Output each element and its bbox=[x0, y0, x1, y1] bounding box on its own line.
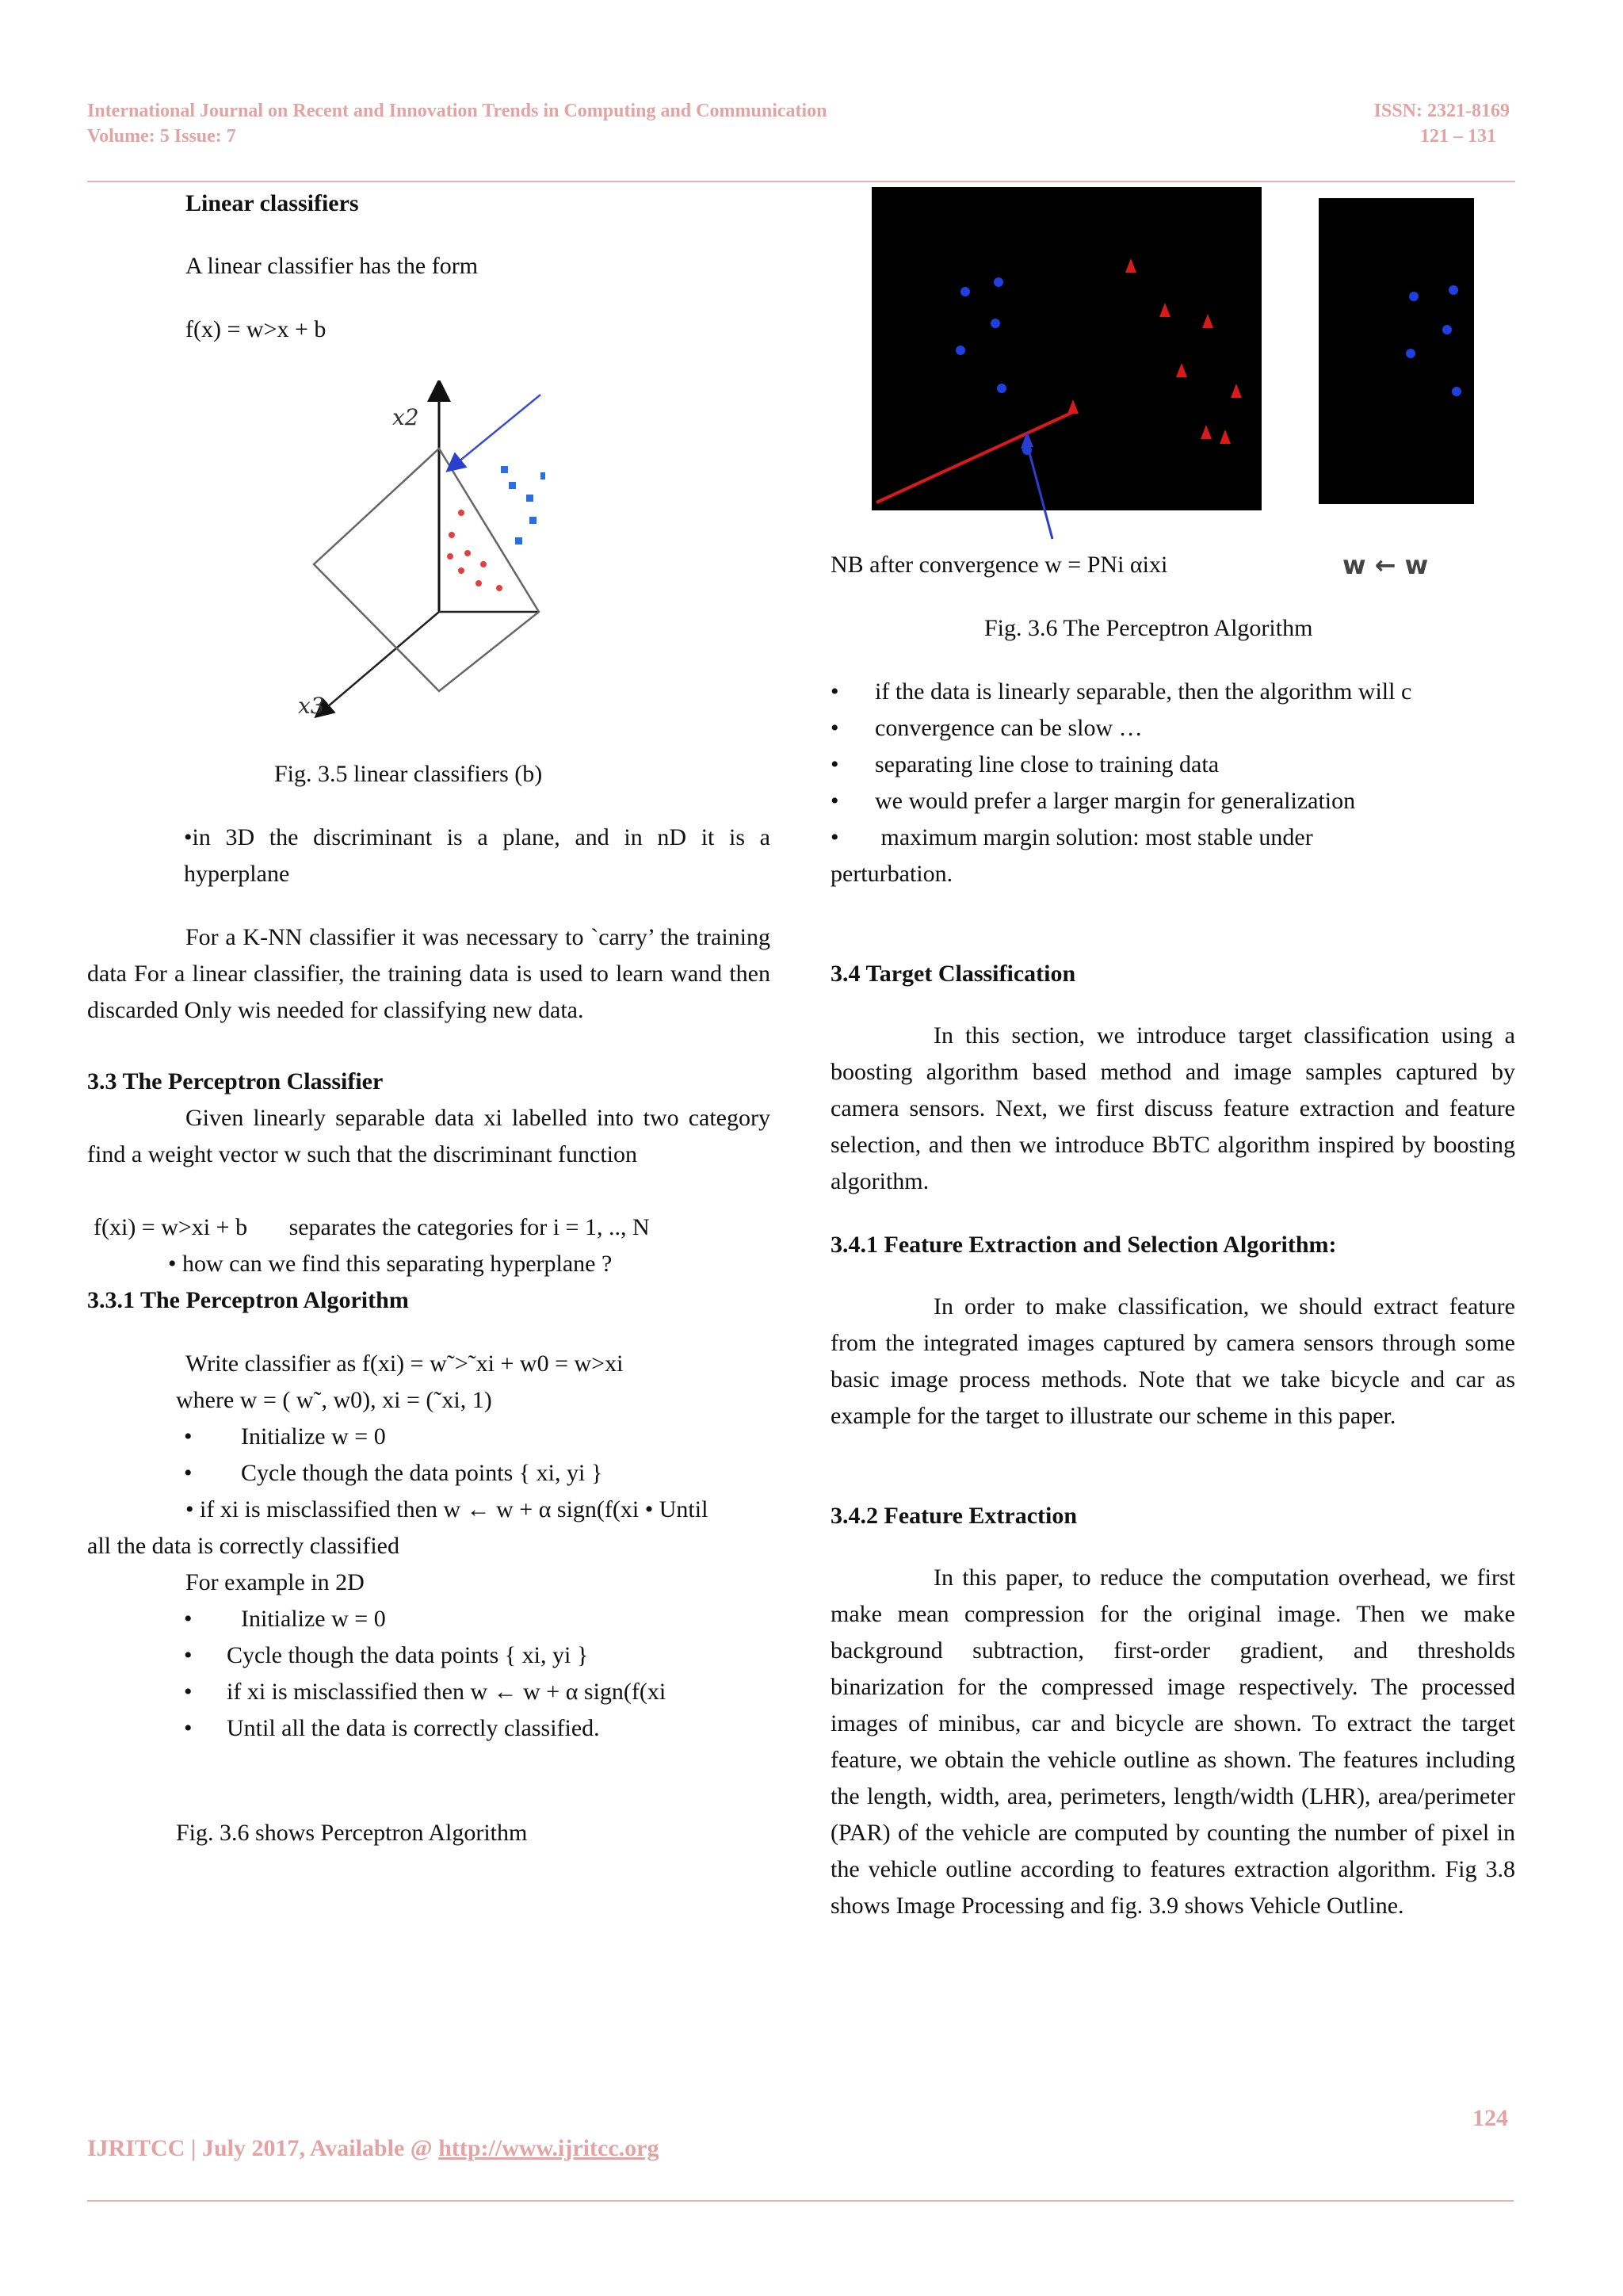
hyperplane-question: • how can we find this separating hyperplane ? bbox=[168, 1251, 613, 1277]
bullet-mark: • bbox=[831, 788, 839, 814]
fig-3-6-reference: Fig. 3.6 shows Perceptron Algorithm bbox=[176, 1820, 528, 1846]
footer-citation bbox=[87, 2135, 659, 2162]
bullet-mark: • bbox=[184, 1460, 193, 1486]
where-line: where w = ( w˜, w0), xi = (˜xi, 1) bbox=[176, 1387, 492, 1413]
bullet-mark: • bbox=[831, 678, 839, 705]
bullet-item bbox=[184, 1674, 666, 1710]
footer-rule bbox=[87, 2200, 1514, 2202]
journal-title: International Journal on Recent and Innovation Trends in Computing and Communication bbox=[87, 101, 827, 121]
heading-3-3-1: 3.3.1 The Perceptron Algorithm bbox=[87, 1287, 409, 1313]
bullet-item bbox=[184, 1710, 600, 1747]
bullet-mark: • bbox=[184, 1715, 193, 1741]
bullet-item bbox=[184, 1637, 588, 1674]
bullet-mark: • bbox=[184, 1606, 193, 1632]
figure-3-6-weights-panel bbox=[1319, 198, 1474, 504]
target-classification-paragraph: In this section, we introduce target classification using a boosting algorithm based method and image samples captured by camera sensors. Next, we first discuss feature extraction and feature selection, and then we introduce BbTC algorithm inspired by boosting algorithm. bbox=[831, 1022, 1515, 1194]
bullet-text: Cycle though the data points { xi, yi } bbox=[227, 1642, 589, 1668]
example-2d-line: For example in 2D bbox=[185, 1569, 365, 1595]
heading-3-4: 3.4 Target Classification bbox=[831, 961, 1076, 987]
figure-3-6-perceptron-plot bbox=[872, 187, 1262, 510]
bullet-mark: • bbox=[831, 824, 839, 850]
bullet-item bbox=[184, 1601, 386, 1637]
bullet-item bbox=[184, 1419, 386, 1455]
normal-vector-arrow bbox=[453, 395, 540, 466]
volume-issue: Volume: 5 Issue: 7 bbox=[87, 126, 236, 147]
bullet-mark: • bbox=[184, 1423, 193, 1450]
heading-3-3: 3.3 The Perceptron Classifier bbox=[87, 1068, 384, 1095]
until-line: all the data is correctly classified bbox=[87, 1533, 399, 1559]
page-range: 121 – 131 bbox=[1420, 126, 1496, 147]
perturbation-text: perturbation. bbox=[831, 861, 953, 887]
bullet-text: we would prefer a larger margin for generalization bbox=[875, 788, 1356, 814]
bullet-text: Until all the data is correctly classified. bbox=[227, 1715, 600, 1741]
feature-extraction-paragraph: In this paper, to reduce the computation overhead, we first make mean compression for the original image. Then we make background subtraction, first-order gradient, and thresholds binarization for the compressed image respectively. The processed images of minibus, car and bicycle are shown. To extract the target feature, we obtain the vehicle outline as shown. The features including the length, width, area, perimeters, length/width (LHR), area/perimeter (PAR) of the vehicle are computed by counting the number of pixel in the vehicle outline according to features extraction algorithm. Fig 3.8 shows Image Processing and fig. 3.9 shows Vehicle Outline. bbox=[831, 1564, 1515, 1919]
bullet-mark: • bbox=[184, 1679, 193, 1705]
bullet-text: Initialize w = 0 bbox=[241, 1423, 386, 1450]
bullet-text: maximum margin solution: most stable under bbox=[875, 824, 1313, 850]
linear-form-text: A linear classifier has the form bbox=[185, 253, 479, 279]
bullet-item bbox=[831, 819, 1313, 856]
bullet-text: Initialize w = 0 bbox=[241, 1606, 386, 1632]
separating-function-line: f(xi) = w>xi + b separates the categories for i = 1, .., N bbox=[94, 1214, 650, 1240]
figure-3-5-caption: Fig. 3.5 linear classifiers (b) bbox=[274, 761, 543, 787]
feature-selection-paragraph: In order to make classification, we should extract feature from the integrated images captured by camera sensors through some basic image process methods. Note that we take bicycle and car as example for the target to illustrate our scheme in this paper. bbox=[831, 1293, 1515, 1429]
nb-convergence-text: NB after convergence w = PNi αixi bbox=[831, 552, 1168, 578]
bullet-item bbox=[831, 747, 1219, 783]
bullet-text: Cycle though the data points { xi, yi } bbox=[241, 1460, 603, 1486]
footer-link[interactable]: http://www.ijritcc.org bbox=[438, 2135, 659, 2161]
x3-axis bbox=[322, 612, 439, 712]
misclassified-line: • if xi is misclassified then w ← w + α sign(f(xi • Until bbox=[185, 1496, 708, 1522]
update-rule-label: w ← w bbox=[1342, 550, 1429, 580]
issn: ISSN: 2321-8169 bbox=[1373, 101, 1510, 121]
linear-formula: f(x) = w>x + b bbox=[185, 316, 327, 342]
discriminant-3d-text: •in 3D the discriminant is a plane, and in nD it is a hyperplane bbox=[184, 824, 770, 887]
page-number: 124 bbox=[1472, 2105, 1508, 2131]
footer-text: IJRITCC | July 2017, Available @ bbox=[87, 2135, 439, 2161]
write-classifier-line: Write classifier as f(xi) = w˜>˜xi + w0 = w>xi bbox=[185, 1350, 624, 1377]
heading-3-4-1: 3.4.1 Feature Extraction and Selection Algorithm: bbox=[831, 1232, 1337, 1258]
perceptron-given-paragraph: Given linearly separable data xi labelled into two category find a weight vector w such that the discriminant function bbox=[87, 1105, 770, 1167]
knn-paragraph: For a K-NN classifier it was necessary to `carry’ the training data For a linear classifier, the training data is used to learn wand then discarded Only wis needed for classifying new data. bbox=[87, 924, 770, 1023]
discriminant-plane bbox=[314, 449, 539, 691]
figure-3-6-caption: Fig. 3.6 The Perceptron Algorithm bbox=[984, 615, 1313, 641]
weight-vector-arrow bbox=[1014, 428, 1062, 544]
red-class-points bbox=[447, 510, 502, 591]
bullet-item bbox=[831, 783, 1355, 819]
x2-label: x2 bbox=[392, 404, 419, 430]
bullet-mark: • bbox=[831, 751, 839, 777]
header-rule bbox=[87, 181, 1515, 182]
bullet-item bbox=[831, 674, 1411, 710]
figure-3-5-plane-diagram bbox=[293, 380, 547, 729]
bullet-text: convergence can be slow … bbox=[875, 715, 1143, 741]
bullet-item bbox=[184, 1455, 602, 1492]
bullet-mark: • bbox=[831, 715, 839, 741]
bullet-text: if xi is misclassified then w ← w + α sign(f(xi bbox=[227, 1679, 666, 1705]
blue-class-points bbox=[501, 466, 545, 544]
heading-3-4-2: 3.4.2 Feature Extraction bbox=[831, 1503, 1078, 1529]
bullet-mark: • bbox=[184, 1642, 193, 1668]
heading-linear-classifiers: Linear classifiers bbox=[185, 190, 359, 216]
bullet-text: separating line close to training data bbox=[875, 751, 1220, 777]
x3-label: x3 bbox=[298, 693, 325, 719]
bullet-text: if the data is linearly separable, then the algorithm will c bbox=[875, 678, 1412, 705]
bullet-item bbox=[831, 710, 1143, 747]
